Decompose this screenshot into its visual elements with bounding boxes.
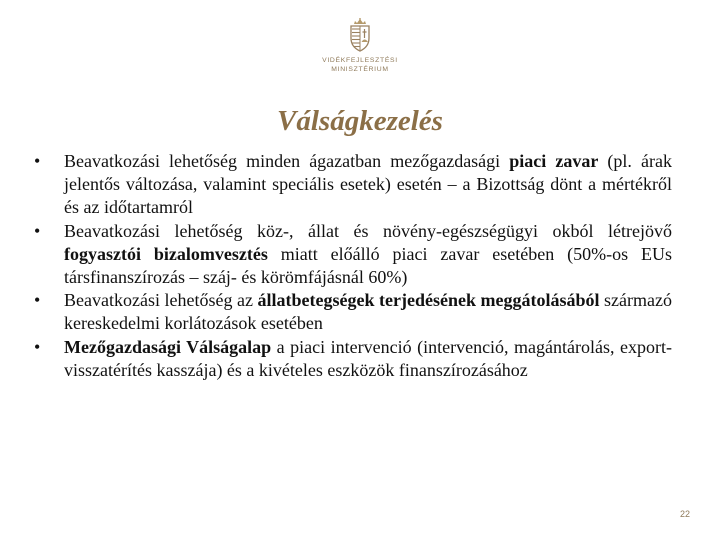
bullet-marker: • [34, 336, 41, 357]
bullet-emphasis: fogyasztói bizalomvesztés [64, 243, 268, 264]
bullet-text: a piaci intervenció (intervenció, magántárolás, export-visszatérítés kasszája) és a kivételes eszközök finanszírozásához [64, 336, 672, 380]
slide-title: Válságkezelés [277, 105, 443, 137]
bullet-marker: • [34, 151, 41, 171]
bullet-item [34, 220, 672, 290]
bullet-text: miatt előálló piaci zavar esetében (50%-os EUs társfinanszírozás – száj- és körömfájásnál 60%) [64, 243, 673, 288]
ministry-name [0, 56, 720, 74]
bullet-text: származó kereskedelmi korlátozások esetében [64, 290, 672, 334]
bullet-item [34, 150, 672, 220]
page-number: 22 [679, 509, 690, 519]
ministry-line-1: VIDÉKFEJLESZTÉSI [322, 57, 398, 64]
bullet-item [34, 289, 672, 335]
bullet-emphasis: piaci zavar [509, 151, 599, 171]
bullet-text: Beavatkozási lehetőség köz-, állat és növény-egészségügyi okból létrejövő [64, 220, 672, 241]
bullet-marker: • [34, 220, 41, 241]
bullet-marker: • [34, 290, 41, 311]
hungarian-coat-of-arms-icon [347, 18, 373, 52]
bullet-text: (pl. árak jelentős változása, valamint speciális esetek) esetén – a Bizottság dönt a mértékről és az időtartamról [64, 151, 672, 218]
bullet-list [34, 150, 672, 382]
ministry-line-2: MINISZTÉRIUM [331, 66, 389, 73]
bullet-item [34, 336, 672, 382]
bullet-emphasis: Mezőgazdasági Válságalap [64, 336, 272, 357]
bullet-text: Beavatkozási lehetőség minden ágazatban mezőgazdasági [64, 151, 510, 171]
bullet-text: Beavatkozási lehetőség az [64, 290, 258, 311]
ministry-logo [0, 18, 720, 74]
bullet-emphasis: állatbetegségek terjedésének meggátolásából [257, 290, 600, 311]
